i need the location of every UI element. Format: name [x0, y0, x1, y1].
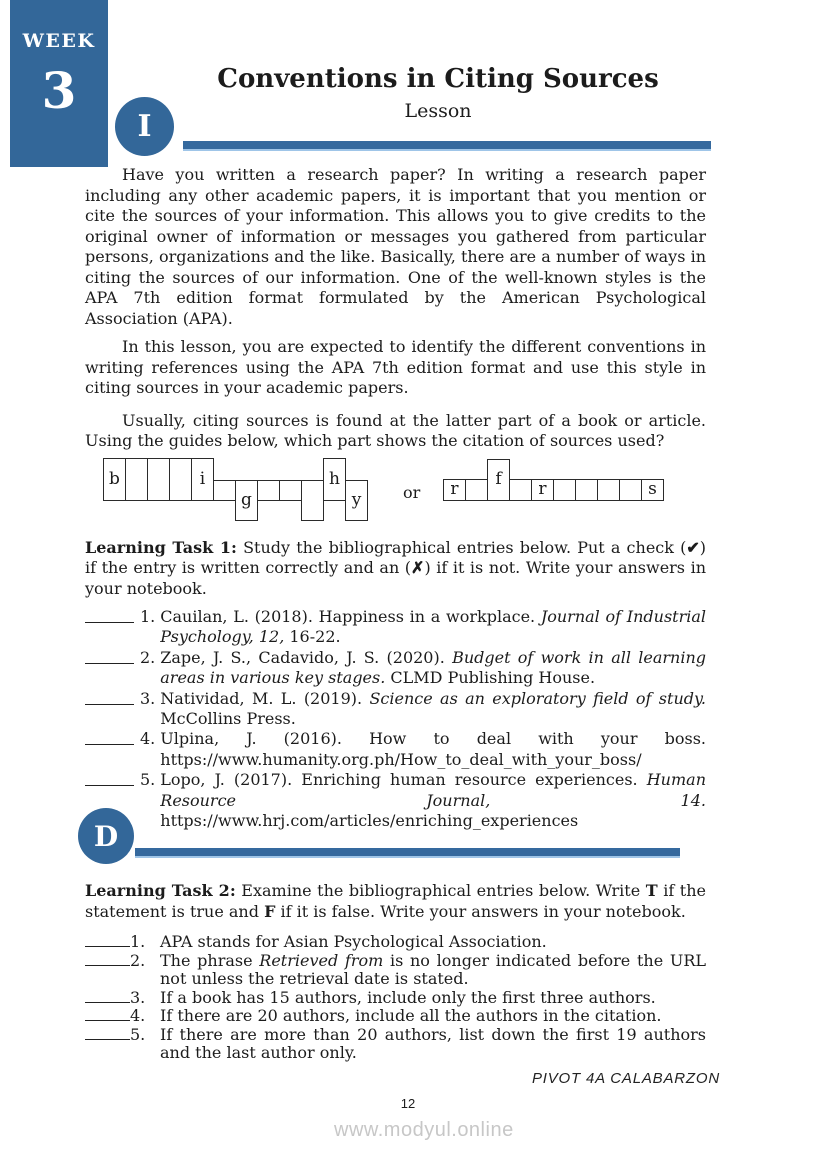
puzzle-cell	[641, 479, 664, 501]
text-run: Budget of work in all learning areas in various key stages.	[160, 647, 706, 688]
puzzle-cell	[125, 458, 148, 501]
answer-blank	[85, 1007, 130, 1021]
item-text	[160, 607, 706, 648]
puzzle-cell	[619, 479, 642, 501]
answer-blank	[85, 729, 134, 745]
intro-paragraph-1: Have you written a research paper? In writing a research paper including any other academic papers, it is important that you mention or cite the sources of your information. This allows you to give credits to the original owner of information or messages you gathered from particular persons, organizations and the like. Basically, there are a number of ways in citing the sources of our information. One of the well-known styles is the APA 7th edition format formulated by the American Psychological Association (APA).	[85, 165, 706, 328]
puzzle-letter: g	[241, 489, 252, 510]
puzzle-cell	[213, 480, 236, 501]
puzzle-cell	[575, 479, 598, 501]
true-false-statement	[85, 952, 706, 989]
item-number: 5.	[140, 770, 156, 790]
item-text	[160, 689, 706, 730]
item-number: 4.	[140, 729, 156, 749]
text-run: CLMD Publishing House.	[385, 668, 596, 688]
puzzle-references	[443, 459, 664, 501]
puzzle-letter: s	[648, 479, 657, 499]
task1-entry-list	[85, 607, 706, 831]
answer-blank	[85, 770, 134, 786]
text-run: Cauilan, L. (2018). Happiness in a workplace.	[160, 607, 541, 626]
item-text	[160, 770, 706, 831]
item-number: 1.	[130, 932, 146, 951]
text-run: ✔	[686, 537, 700, 557]
puzzle-letter: r	[538, 479, 547, 499]
item-number: 3.	[140, 688, 156, 708]
puzzle-letter: b	[109, 468, 120, 489]
bibliography-entry	[85, 689, 706, 730]
task1-intro	[85, 538, 706, 600]
true-false-statement	[85, 1026, 706, 1063]
text-run: Lopo, J. (2017). Enriching human resource experiences.	[160, 770, 647, 790]
week-banner	[10, 0, 108, 167]
puzzle-cell	[509, 479, 532, 501]
text-run: If there are 20 authors, include all the authors in the citation.	[160, 1006, 662, 1025]
watermark: www.modyul.online	[334, 1119, 514, 1141]
true-false-statement	[85, 989, 706, 1008]
text-run: https://www.hrj.com/articles/enriching_experiences	[160, 811, 579, 831]
text-run: Examine the bibliographical entries below. Write	[235, 881, 646, 900]
puzzle-cell	[191, 458, 214, 501]
section-marker-introduction	[115, 97, 174, 156]
week-number: 3	[41, 61, 77, 120]
puzzle-bibliography	[103, 458, 368, 521]
text-run: Natividad, M. L. (2019).	[160, 688, 370, 708]
word-puzzle-row	[85, 458, 706, 538]
puzzle-cell	[323, 458, 346, 501]
item-number: 2.	[140, 647, 156, 667]
answer-blank	[85, 933, 130, 947]
item-text	[160, 729, 706, 770]
item-text	[160, 1026, 706, 1063]
section-letter-d: D	[93, 819, 119, 853]
text-run: if the statement is true and	[85, 881, 707, 921]
text-run: Journal of Industrial Psychology, 12,	[160, 607, 706, 647]
puzzle-cell	[301, 480, 324, 521]
text-run: McCollins Press.	[160, 709, 296, 729]
text-run: Study the bibliographical entries below. Put a check (	[236, 537, 687, 557]
puzzle-cell	[597, 479, 620, 501]
text-run: F	[264, 902, 276, 921]
puzzle-letter: r	[450, 479, 459, 499]
intro-paragraph-3: Usually, citing sources is found at the latter part of a book or article. Using the guides below, which part shows the citation of sources used?	[85, 410, 706, 450]
answer-blank	[85, 607, 134, 623]
text-run: if it is false. Write your answers in your notebook.	[275, 902, 686, 921]
text-run: 16-22.	[284, 627, 341, 647]
puzzle-letter: y	[351, 489, 362, 510]
bibliography-entry	[85, 770, 706, 831]
task2-section	[85, 880, 706, 1063]
footer-brand: PIVOT 4A CALABARZON	[531, 1070, 720, 1087]
item-text	[160, 989, 706, 1008]
text-run: APA stands for Asian Psychological Association.	[160, 932, 547, 951]
section-marker-development	[78, 808, 134, 864]
item-number: 1.	[140, 607, 156, 626]
puzzle-cell	[147, 458, 170, 501]
text-run: Ulpina, J. (2016). How to deal with your boss. https://www.humanity.org.ph/How_to_deal_with_your_boss/	[160, 729, 706, 769]
item-number: 4.	[130, 1006, 146, 1025]
text-run: ) if the entry is written correctly and an (	[85, 537, 707, 577]
puzzle-cell	[169, 458, 192, 501]
text-run: ✗	[411, 558, 425, 577]
true-false-statement	[85, 933, 706, 952]
puzzle-cell	[279, 480, 302, 501]
answer-blank	[85, 648, 134, 664]
text-run: The phrase	[160, 950, 260, 970]
puzzle-letter: h	[329, 468, 340, 489]
text-run: Human Resource Journal, 14.	[160, 770, 706, 810]
puzzle-cell	[235, 480, 258, 521]
answer-blank	[85, 689, 134, 705]
bibliography-entry	[85, 648, 706, 689]
puzzle-cell	[103, 458, 126, 501]
task2-statement-list	[85, 933, 706, 1063]
bibliography-entry	[85, 607, 706, 648]
item-number: 5.	[130, 1024, 146, 1044]
puzzle-cell	[531, 479, 554, 501]
answer-blank	[85, 952, 130, 966]
puzzle-cell	[345, 480, 368, 521]
section-divider-development	[135, 848, 680, 858]
item-text	[160, 648, 706, 689]
true-false-statement	[85, 1007, 706, 1026]
page-number: 12	[400, 1096, 416, 1111]
task2-label: Learning Task 2:	[85, 881, 236, 900]
item-text	[160, 933, 706, 952]
intro-paragraph-2: In this lesson, you are expected to identify the different conventions in writing references using the APA 7th edition format and use this style in citing sources in your academic papers.	[85, 337, 706, 397]
text-run: Retrieved from	[259, 950, 384, 970]
lesson-content	[85, 165, 706, 831]
text-run: T	[645, 881, 658, 900]
puzzle-cell	[257, 480, 280, 501]
puzzle-cell	[487, 459, 510, 501]
page-subtitle: Lesson	[404, 100, 472, 122]
task1-label: Learning Task 1:	[85, 537, 237, 557]
puzzle-letter: f	[495, 469, 502, 489]
puzzle-cell	[465, 479, 488, 501]
week-label: WEEK	[22, 30, 96, 52]
text-run: Zape, J. S., Cadavido, J. S. (2020).	[160, 647, 453, 667]
item-text	[160, 952, 706, 989]
bibliography-entry	[85, 729, 706, 770]
or-label: or	[403, 482, 421, 502]
section-letter-i: I	[137, 109, 152, 144]
item-number: 2.	[130, 950, 146, 970]
text-run: is no longer indicated before the URL not unless the retrieval date is stated.	[160, 950, 707, 988]
page-title: Conventions in Citing Sources	[217, 64, 659, 94]
puzzle-cell	[553, 479, 576, 501]
text-run: Science as an exploratory field of study.	[369, 688, 706, 708]
item-text	[160, 1007, 706, 1026]
section-divider-introduction	[183, 141, 711, 151]
task2-intro	[85, 880, 706, 922]
item-number: 3.	[130, 987, 146, 1007]
puzzle-letter: i	[199, 468, 206, 489]
text-run: If there are more than 20 authors, list down the first 19 authors and the last author only.	[160, 1024, 706, 1062]
text-run: If a book has 15 authors, include only the first three authors.	[160, 987, 656, 1007]
answer-blank	[85, 1026, 130, 1040]
answer-blank	[85, 989, 130, 1003]
puzzle-cell	[443, 479, 466, 501]
text-run: ) if it is not. Write your answers in your notebook.	[85, 558, 706, 598]
